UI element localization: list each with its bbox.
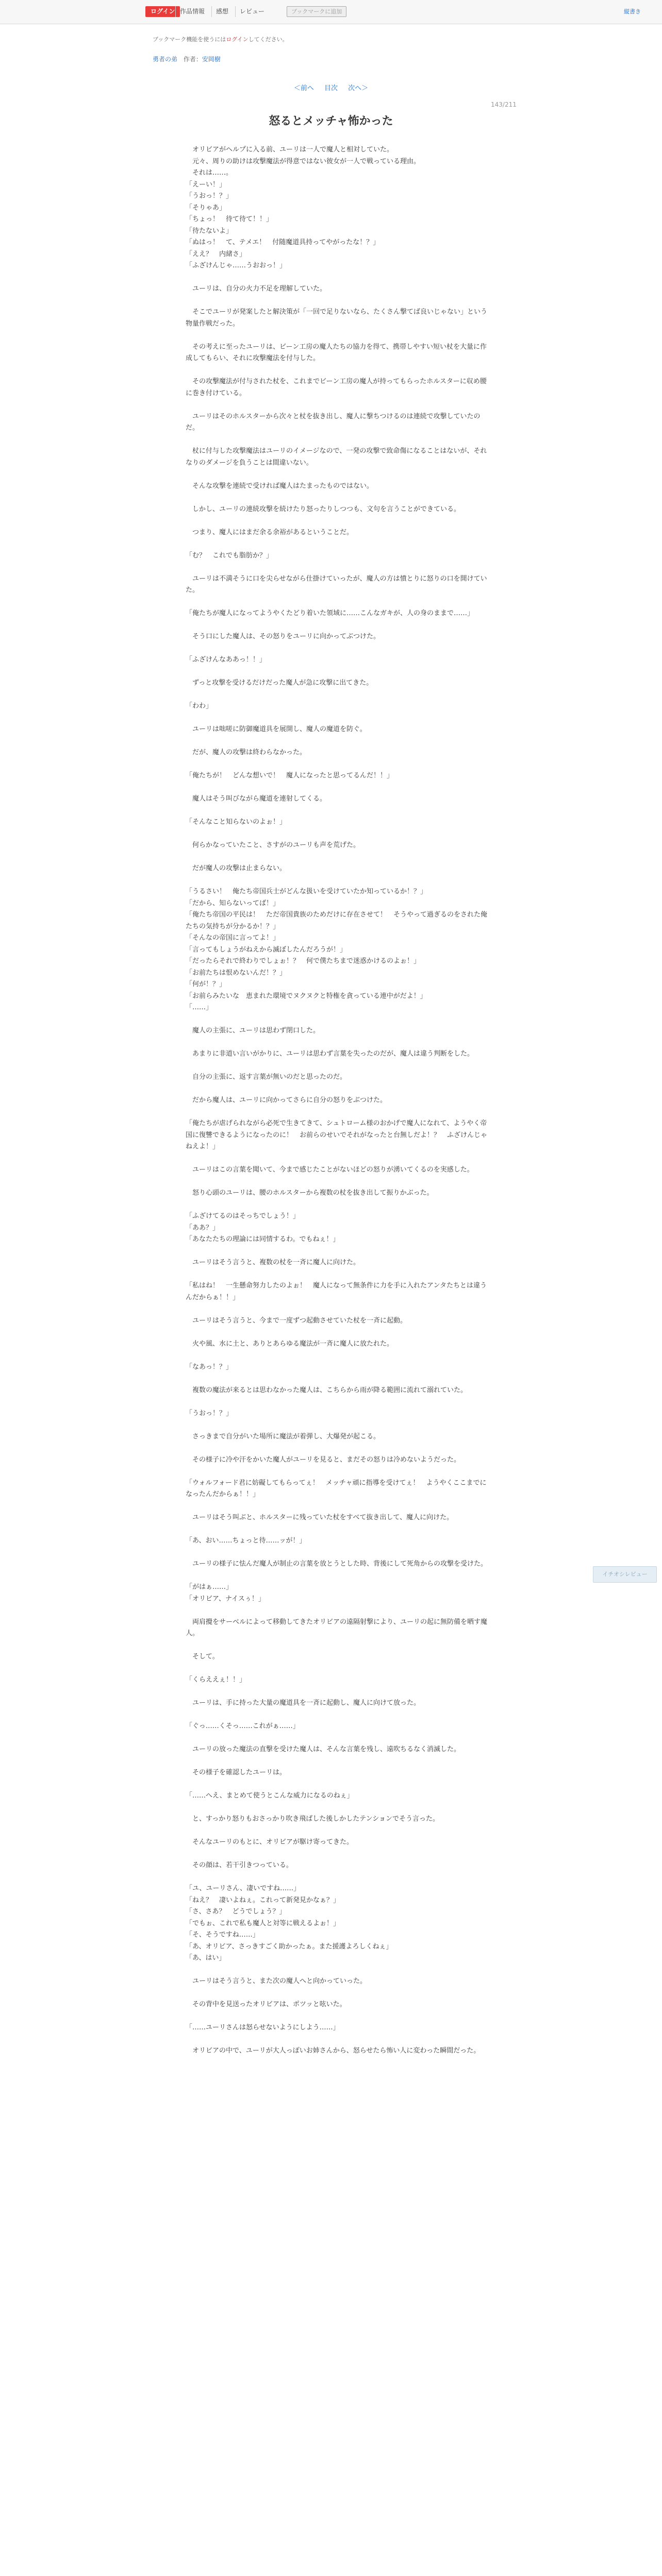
paragraph-spacer — [186, 1733, 490, 1744]
paragraph-spacer — [186, 666, 490, 678]
novel-paragraph: つまり、魔人にはまだ余る余裕があるということだ。 — [186, 528, 354, 536]
novel-paragraph: 火や風、水に土と、ありとあらゆる魔法が一斉に魔人に放たれた。 — [186, 1340, 394, 1348]
paragraph-spacer — [186, 515, 490, 527]
paragraph-spacer — [186, 562, 490, 573]
novel-paragraph: 「俺たちが！ どんな想いで！ 魔人になったと思ってるんだ！！」 — [186, 772, 394, 779]
pager-top — [0, 82, 662, 92]
novel-paragraph: ユーリは、手に持った大量の魔道具を一斉に起動し、魔人に向けて放った。 — [186, 1699, 421, 1707]
chapter-title: 怒るとメッチャ怖かった — [269, 114, 393, 128]
novel-paragraph: オリビアがヘルプに入る前、ユーリは一人で魔人と相対していた。 元々、周りの助けは攻撃魔法が得意ではない彼女が一人で戦っている理由。 それは……。 「えーい！」 「うおっ！？」 「そりゃあ」 「ちょっ！ 待て待て！！」 「待たないよ」 「ぬはっ！ て、テメエ！ 付随魔道具持ってやがったな！？」 「ええ？ 内緒さ」 「ふざけんじゃ……うおおっ！」 — [186, 146, 421, 269]
novel-paragraph: 「ふざけんなああっ！！」 — [186, 656, 266, 664]
paragraph-spacer — [186, 272, 490, 284]
novel-paragraph: だが、魔人の攻撃は終わらなかった。 — [186, 749, 307, 756]
paragraph-spacer — [186, 620, 490, 632]
novel-paragraph: しかし、ユーリの連続攻撃を続けたり怒ったりしつつも、文句を言うことができている。 — [186, 505, 461, 513]
novel-paragraph: 魔人の主張に、ユーリは思わず閉口した。 — [186, 1027, 320, 1035]
paragraph-spacer — [186, 1524, 490, 1536]
nav-reviews[interactable]: レビュー — [235, 6, 269, 17]
novel-paragraph: そして。 — [186, 1653, 219, 1660]
novel-paragraph: 何らかなっていたこと、さすがのユーリも声を荒げた。 — [186, 841, 360, 849]
login-notice-prefix: ブックマーク機能を使うには — [153, 36, 226, 43]
novel-paragraph: その考えに至ったユーリは、ビーン工房の魔人たちの協力を得て、携帯しやすい短い杖を大量に作成してもらい、それに攻撃魔法を付与した。 — [186, 343, 487, 362]
novel-paragraph: 「俺たちが魔人になってようやくたどり着いた領域に……こんなガキが、人の身のままで……」 — [186, 609, 474, 617]
paragraph-spacer — [186, 1107, 490, 1118]
paragraph-spacer — [186, 1303, 490, 1315]
novel-paragraph: ユーリは咄嗟に防御魔道具を展開し、魔人の魔道を防ぐ。 — [186, 725, 367, 733]
novel-paragraph: 「ユ、ユーリさん、凄いですね……」 「ねえ？ 凄いよねぇ。これって新発見かなぁ？」 「さ、さあ？ どうでしょう？」 「でもぉ、これで私も魔人と対等に戦えるよぉ！」 「そ、そうですね……」 「あ、オリビア、さっきすごく助かったぁ。また援護よろしくねぇ」 「あ、はい」 — [186, 1885, 393, 1962]
paragraph-spacer — [186, 2034, 490, 2046]
login-notice-suffix: してください。 — [248, 36, 288, 43]
novel-paragraph: だから魔人は、ユーリに向かってさらに自分の怒りをぶつけた。 — [186, 1096, 387, 1104]
paragraph-spacer — [186, 1709, 490, 1721]
paragraph-spacer — [186, 1547, 490, 1559]
novel-paragraph: 「なあっ！？」 — [186, 1363, 233, 1371]
paragraph-spacer — [186, 1466, 490, 1478]
novel-paragraph: 怒り心頭のユーリは、腰のホルスターから複数の杖を抜き出して振りかぶった。 — [186, 1189, 434, 1197]
novel-paragraph: 「ぐっ……くそっ……これがぁ……」 — [186, 1722, 300, 1730]
login-notice — [153, 35, 288, 43]
paragraph-spacer — [186, 1849, 490, 1860]
next-link[interactable]: 次へ＞ — [348, 84, 369, 92]
novel-paragraph: その攻撃魔法が付与された杖を、これまでビーン工房の魔人が持ってもらったホルスターに収め腰に巻き付けている。 — [186, 378, 487, 397]
paragraph-spacer — [186, 689, 490, 701]
novel-paragraph: 「うおっ！？」 — [186, 1409, 233, 1417]
paragraph-spacer — [186, 1037, 490, 1049]
novel-paragraph: 「……ユーリさんは怒らせないようにしよう……」 — [186, 2024, 340, 2031]
novel-paragraph: 自分の主張に、返す言葉が無いのだと思ったのだ。 — [186, 1073, 347, 1081]
novel-paragraph: オリビアの中で、ユーリが大人っぽいお姉さんから、怒らせたら怖い人に変わった瞬間だった。 — [186, 2047, 481, 2055]
novel-paragraph: ずっと攻撃を受けるだけだった魔人が急に攻撃に出てきた。 — [186, 679, 373, 687]
paragraph-spacer — [186, 1153, 490, 1165]
paragraph-spacer — [186, 1269, 490, 1281]
paragraph-spacer — [186, 1199, 490, 1211]
novel-paragraph: 「ふざけてるのはそっちでしょう！」 「ああ？」 「あなたたちの理論には同情するわ。でもねぇ！」 — [186, 1212, 340, 1243]
novel-paragraph: 「くらええぇ！！」 — [186, 1676, 246, 1684]
paragraph-spacer — [186, 1083, 490, 1095]
author-label: 作者： — [183, 56, 202, 63]
novel-paragraph: その様子を確認したユーリは。 — [186, 1769, 287, 1776]
novel-paragraph: ユーリはこの言葉を聞いて、今まで感じたことがないほどの怒りが湧いてくるのを実感した。 — [186, 1166, 474, 1174]
novel-paragraph: ユーリはそう叫ぶと、ホルスターに残っていた杖をすべて抜き出して、魔人に向けた。 — [186, 1514, 454, 1521]
novel-paragraph: そんな攻撃を連続で受ければ魔人はたまったものではない。 — [186, 482, 374, 490]
paragraph-spacer — [186, 434, 490, 446]
paragraph-spacer — [186, 1419, 490, 1431]
novel-paragraph: 「あ、おい……ちょっと待……ッが！」 — [186, 1537, 306, 1545]
paragraph-spacer — [186, 1176, 490, 1188]
paragraph-spacer — [186, 1825, 490, 1837]
novel-paragraph: ユーリはそう言うと、また次の魔人へと向かっていった。 — [186, 1977, 367, 1985]
novel-paragraph: ユーリは、自分の火力不足を理解していた。 — [186, 285, 327, 293]
novel-paragraph: と、すっかり怒りもおさっかり吹き飛ばした後しかしたテンションでそう言った。 — [186, 1815, 439, 1823]
novel-paragraph: その様子に冷や汗をかいた魔人がユーリを見ると、まだその怒りは冷めないようだった。 — [186, 1455, 461, 1464]
paragraph-spacer — [186, 469, 490, 481]
vertical-view-link[interactable]: 縦書き — [624, 8, 641, 15]
author-link[interactable]: 安岡樹 — [202, 56, 221, 63]
paragraph-spacer — [186, 365, 490, 377]
paragraph-spacer — [186, 1350, 490, 1362]
work-title-link[interactable]: 勇者の弟 — [153, 56, 178, 63]
nav-impressions[interactable]: 感想 — [211, 6, 233, 17]
paragraph-spacer — [186, 1373, 490, 1385]
paragraph-spacer — [186, 1327, 490, 1338]
paragraph-spacer — [186, 1605, 490, 1617]
login-notice-link[interactable]: ログイン — [226, 36, 249, 43]
nav-work-info[interactable]: 作品情報 — [175, 6, 209, 17]
paragraph-spacer — [186, 1663, 490, 1675]
novel-paragraph: そう口にした魔人は、その怒りをユーリに向かってぶつけた。 — [186, 633, 380, 640]
novel-body — [186, 144, 490, 2057]
paragraph-spacer — [186, 1988, 490, 1999]
novel-paragraph: 「む？ これでも脂肪か？」 — [186, 551, 273, 560]
novel-paragraph: 「わわ」 — [186, 702, 213, 710]
side-review-tab[interactable]: イチオシレビュー — [593, 1566, 657, 1583]
paragraph-spacer — [186, 1802, 490, 1814]
paragraph-spacer — [186, 1443, 490, 1454]
toc-link[interactable]: 目次 — [324, 84, 338, 92]
prev-link[interactable]: ＜前へ — [293, 84, 314, 92]
novel-paragraph: 「……へえ、まとめて使うとこんな威力になるのねぇ」 — [186, 1792, 354, 1800]
novel-paragraph: ユーリは不満そうに口を尖らせながら仕掛けていったが、魔人の方は憤とりに怒りの口を開けていた。 — [186, 574, 487, 594]
novel-paragraph: 「がはぁ……」 「オリビア、ナイスぅ！」 — [186, 1583, 265, 1603]
novel-paragraph: 「俺たちが虐げられながら必死で生きてきて、シュトローム様のおかげで魔人になれて、ようやく帝国に復讐できるようになったのに！ お前らのせいでそれがなったと台無しだよ！？ ふざけんじゃねえよ！」 — [186, 1120, 488, 1150]
paragraph-spacer — [186, 399, 490, 411]
login-button[interactable]: ログイン — [145, 6, 180, 17]
novel-paragraph: 両肩攪をサーベルによって移動してきたオリビアの遠隔射撃により、ユーリの起に無防備を晒す魔人。 — [186, 1618, 488, 1637]
novel-paragraph: 「ウォルフォード君に妨礙してもらってぇ！ メッチャ頑に指導を受けてぇ！ ようやくここまでになったんだからぁ！！」 — [186, 1479, 487, 1498]
novel-paragraph: ユーリの放った魔法の直撃を受けた魔人は、そんな言葉を残し、遠吹ちるなく消滅した。 — [186, 1745, 461, 1753]
paragraph-spacer — [186, 597, 490, 608]
paragraph-spacer — [186, 805, 490, 817]
novel-paragraph: ユーリの様子に怯んだ魔人が制止の言葉を放とうとした時、背後にして死角からの攻撃を受けた。 — [186, 1560, 488, 1568]
paragraph-spacer — [186, 759, 490, 771]
novel-paragraph: 杖に付与した攻撃魔法はユーリのイメージなので、一発の攻撃で致命傷になることはないが、それなりのダメージを負うことは間違いない。 — [186, 447, 487, 467]
paragraph-spacer — [186, 852, 490, 863]
paragraph-spacer — [186, 736, 490, 748]
novel-paragraph: 複数の魔法が来るとは思わなかった魔人は、こちらから雨が降る範囲に流れて溺れていた。 — [186, 1386, 468, 1394]
novel-paragraph: 「私はね！ 一生懸命努力したのよぉ！ 魔人になって無条件に力を手に入れたアンタたちとは違うんだからぁ！！」 — [186, 1282, 487, 1301]
paragraph-spacer — [186, 1756, 490, 1768]
paragraph-spacer — [186, 1396, 490, 1408]
novel-paragraph: ユーリはそう言うと、複数の杖を一斉に魔人に向けた。 — [186, 1259, 360, 1266]
paragraph-spacer — [186, 828, 490, 840]
paragraph-spacer — [186, 1501, 490, 1513]
paragraph-spacer — [186, 1779, 490, 1791]
paragraph-spacer — [186, 295, 490, 307]
paragraph-spacer — [186, 330, 490, 342]
novel-paragraph: そこでユーリが発案したと解決策が「一回で足りないなら、たくさん撃てば良いじゃない」という物量作戦だった。 — [186, 308, 488, 328]
paragraph-spacer — [186, 782, 490, 794]
paragraph-spacer — [186, 1014, 490, 1026]
paragraph-spacer — [186, 1964, 490, 1976]
paragraph-spacer — [186, 1060, 490, 1072]
novel-paragraph: 魔人はそう叫びながら魔道を連射してくる。 — [186, 795, 327, 803]
page-number: 143/211 — [491, 101, 517, 108]
novel-paragraph: さっきまで自分がいた場所に魔法が着弾し、大爆発が起こる。 — [186, 1432, 380, 1440]
paragraph-spacer — [186, 643, 490, 655]
novel-paragraph: ユーリはそのホルスターから次々と杖を抜き出し、魔人に撃ちつけるのは連続で攻撃していたのだ。 — [186, 412, 481, 432]
paragraph-spacer — [186, 492, 490, 504]
paragraph-spacer — [186, 538, 490, 550]
novel-paragraph: その顔は、若干引きつっている。 — [186, 1861, 293, 1869]
paragraph-spacer — [186, 1570, 490, 1582]
paragraph-spacer — [186, 875, 490, 887]
paragraph-spacer — [186, 1872, 490, 1884]
paragraph-spacer — [186, 1686, 490, 1698]
paragraph-spacer — [186, 2011, 490, 2023]
novel-paragraph: あまりに非道い言いがかりに、ユーリは思わず言葉を失ったのだが、魔人は違う判断をした。 — [186, 1050, 474, 1058]
paragraph-spacer — [186, 1640, 490, 1652]
paragraph-spacer — [186, 713, 490, 724]
paragraph-spacer — [186, 1246, 490, 1258]
novel-paragraph: その背中を見送ったオリビアは、ポツッと呟いた。 — [186, 2001, 346, 2008]
novel-paragraph: だが魔人の攻撃は止まらない。 — [186, 865, 287, 872]
site-header — [0, 0, 662, 24]
novel-paragraph: 「うるさい！ 俺たち帝国兵士がどんな扱いを受けていたか知っているか！？」 「だから、知らないってば！」 「俺たち帝国の平民は！ ただ帝国貴族のためだけに存在させて！ そうやって過ぎるのをされた俺たちの気持ちが分かるか！？」 「そんなの帝国に言ってよ！」 「言ってもしょうがねえから滅ぼしたんだろうが！」 「だったらそれで終わりでしょぉ！？ 何で僕たちまで迷惑かけるのよぉ！」 「お前たちは恨めないんだ！？」 「何が！？」 「お前らみたいな 恵まれた環境でヌクヌクと特権を貪っている連中がだよ！」 「……」 — [186, 888, 488, 1011]
breadcrumb — [153, 55, 221, 63]
bookmark-add-button[interactable]: ブックマークに追加 — [287, 6, 346, 17]
novel-paragraph: 「そんなこと知らないのよぉ！」 — [186, 818, 287, 826]
novel-paragraph: ユーリはそう言うと、今まで一度ずつ起動させていた杖を一斉に起動。 — [186, 1316, 407, 1325]
novel-paragraph: そんなユーリのもとに、オリビアが駆け寄ってきた。 — [186, 1838, 354, 1846]
